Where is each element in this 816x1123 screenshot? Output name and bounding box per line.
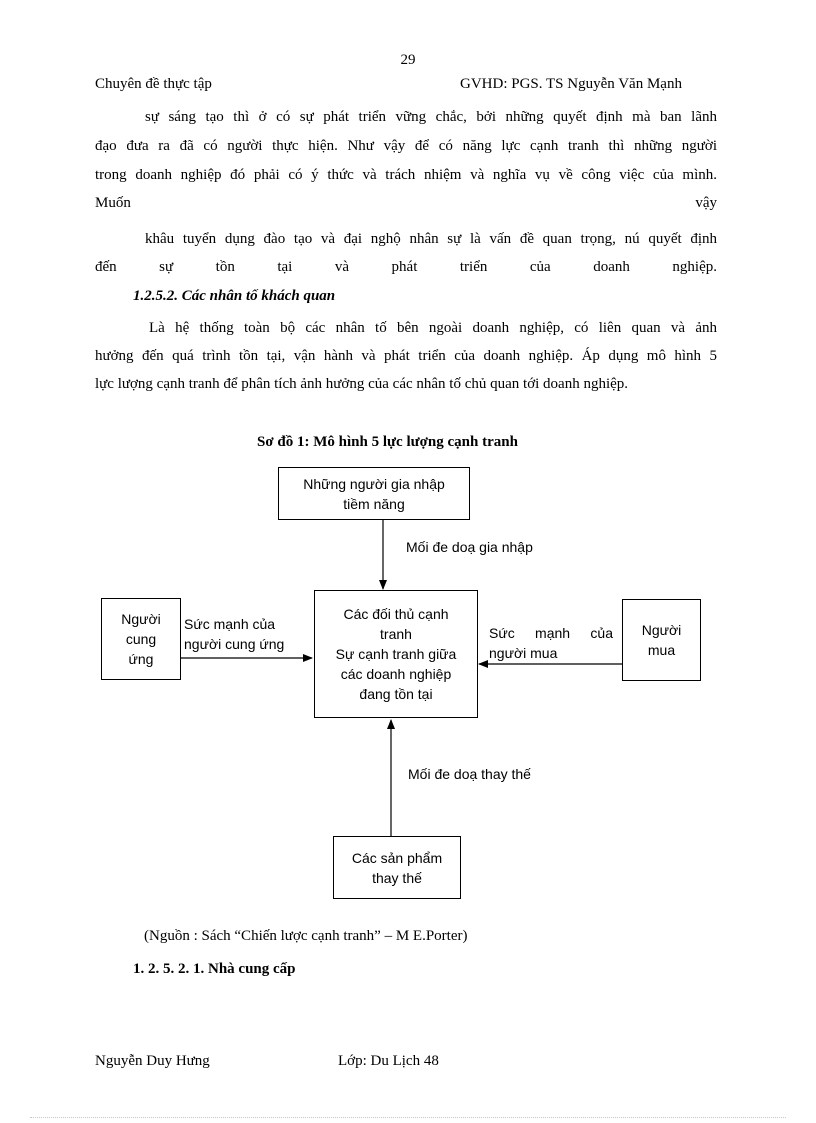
threat-of-entry-label: Mối đe doạ gia nhập	[406, 539, 533, 555]
potential-entrants-box	[278, 467, 470, 520]
diagram-caption: Sơ đồ 1: Mô hình 5 lực lượng cạnh tranh	[257, 434, 518, 450]
industry-competitors-title: Các đối thủ cạnh tranh	[343, 606, 449, 642]
paragraph-line: lực lượng cạnh tranh để phân tích ảnh hưởng của các nhân tố chủ quan tới doanh nghiệp.	[95, 376, 629, 392]
subsection-heading: 1. 2. 5. 2. 1. Nhà cung cấp	[133, 961, 296, 977]
substitutes-box	[333, 836, 461, 899]
paragraph-line: sự sáng tạo thì ở có sự phát triển vững chắc, bởi những quyết định mà ban lãnh	[145, 109, 717, 125]
paragraph-line: khâu tuyển dụng đào tạo và đại nghộ nhân sự là vấn đề quan trọng, nú quyết định	[145, 231, 717, 247]
section-heading: 1.2.5.2. Các nhân tố khách quan	[133, 288, 336, 304]
buyer-power-label: Sức mạnh của người mua	[489, 625, 613, 661]
paragraph-line: vậy	[695, 195, 717, 211]
threat-of-substitutes-label: Mối đe doạ thay thế	[408, 766, 531, 782]
suppliers-label: Người cung ứng	[121, 611, 161, 667]
footer-author: Nguyễn Duy Hưng	[95, 1053, 210, 1069]
rivalry-label: Sự cạnh tranh giữa các doanh nghiệp đang tồn tại	[335, 646, 457, 702]
paragraph-line: hưởng đến quá trình tồn tại, vận hành và phát triển của doanh nghiệp. Áp dụng mô hình 5	[95, 348, 717, 364]
page-number: 29	[400, 52, 416, 68]
paragraph-line: đến sự tồn tại và phát triển của doanh nghiệp.	[95, 259, 717, 275]
page-bottom-border	[30, 1117, 786, 1118]
buyers-label: Người mua	[641, 622, 682, 658]
paragraph-line: Muốn	[95, 195, 131, 211]
suppliers-box	[101, 598, 181, 680]
source-note: (Nguồn : Sách “Chiến lược cạnh tranh” – M E.Porter)	[144, 928, 468, 944]
paragraph-line: Là hệ thống toàn bộ các nhân tố bên ngoài doanh nghiệp, có liên quan và ảnh	[149, 320, 717, 336]
potential-entrants-label: Những người gia nhập tiềm năng	[303, 475, 445, 512]
header-left: Chuyên đề thực tập	[95, 76, 212, 92]
substitutes-label: Các sản phẩm thay thế	[351, 849, 443, 886]
buyers-box	[622, 599, 701, 681]
paragraph-line: trong doanh nghiệp đó phải có ý thức và trách nhiệm và nghĩa vụ về công việc của mình.	[95, 167, 717, 183]
footer-class: Lớp: Du Lịch 48	[338, 1053, 439, 1069]
supplier-power-label: Sức mạnh của người cung ứng	[184, 616, 285, 652]
industry-competitors-box	[314, 590, 478, 718]
paragraph-line: đạo đưa ra đã có người thực hiện. Như vậy để có năng lực cạnh tranh thì những người	[95, 138, 717, 154]
header-right: GVHD: PGS. TS Nguyễn Văn Mạnh	[460, 76, 682, 92]
